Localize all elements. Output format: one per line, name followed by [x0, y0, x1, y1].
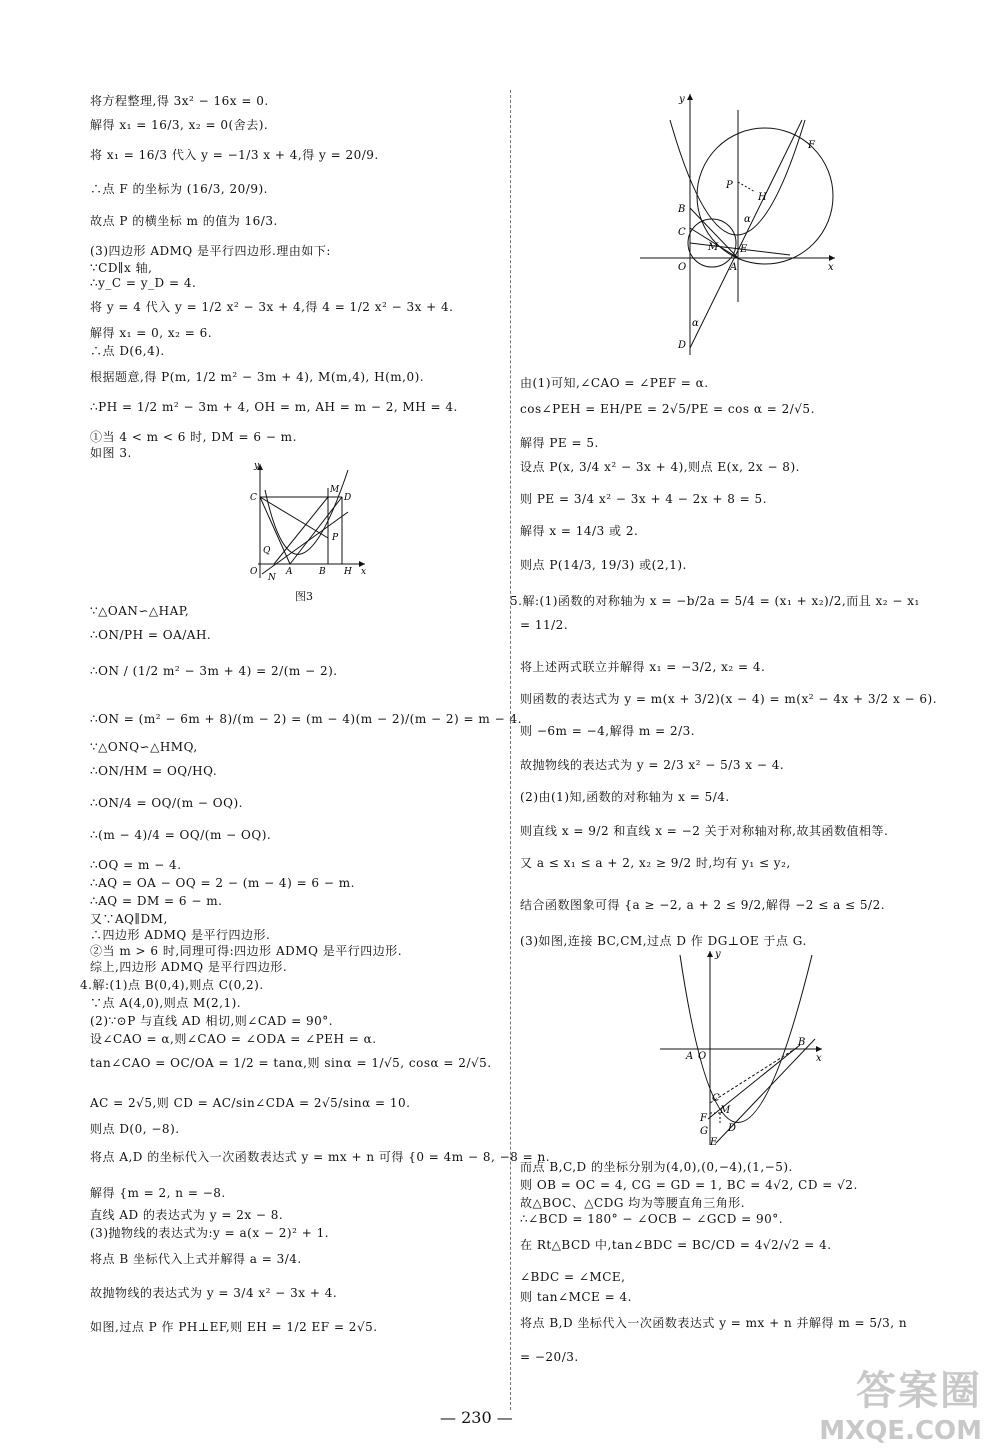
- text-line: 则点 D(0, −8).: [90, 1122, 180, 1136]
- figure-3: [240, 460, 370, 582]
- label-E: E: [710, 1137, 718, 1148]
- text-line: ∴ON / (1/2 m² − 3m + 4) = 2/(m − 2).: [90, 664, 338, 678]
- text-line: (3)如图,连接 BC,CM,过点 D 作 DG⊥OE 于点 G.: [520, 934, 807, 948]
- text-line: 故抛物线的表达式为 y = 2/3 x² − 5/3 x − 4.: [520, 758, 785, 772]
- text-line: ①当 4 < m < 6 时, DM = 6 − m.: [90, 430, 297, 444]
- text-line: 又∵AQ∥DM,: [90, 912, 168, 926]
- text-line: ∵CD∥x 轴,: [90, 261, 153, 275]
- text-line: 则函数的表达式为 y = m(x + 3/2)(x − 4) = m(x² − 4x + 3/2 x − 6).: [520, 692, 938, 706]
- text-line: 故点 P 的横坐标 m 的值为 16/3.: [90, 214, 278, 228]
- text-line: ∴AQ = DM = 6 − m.: [90, 894, 223, 908]
- text-line: ∴ON/HM = OQ/HQ.: [90, 764, 218, 778]
- text-line: 则直线 x = 9/2 和直线 x = −2 关于对称轴对称,故其函数值相等.: [520, 824, 889, 838]
- text-line: ∴PH = 1/2 m² − 3m + 4, OH = m, AH = m − 2, MH = 4.: [90, 400, 458, 414]
- text-line: ∴OQ = m − 4.: [90, 858, 182, 872]
- text-line: 将点 B,D 坐标代入一次函数表达式 y = mx + n 并解得 m = 5/3, n: [520, 1316, 908, 1330]
- text-line: 将点 A,D 的坐标代入一次函数表达式 y = mx + n 可得 {0 = 4m − 8, −8 = n.: [90, 1150, 551, 1164]
- figure-3-caption: 图3: [295, 590, 313, 603]
- label-C: C: [678, 227, 686, 238]
- text-line: 则 PE = 3/4 x² − 3x + 4 − 2x + 8 = 5.: [520, 492, 767, 506]
- label-x: x: [361, 567, 367, 577]
- text-line: ∴∠BCD = 180° − ∠OCB − ∠GCD = 90°.: [520, 1212, 784, 1226]
- page-number: — 230 —: [440, 1408, 513, 1427]
- text-line: ∵△OAN∽△HAP,: [90, 604, 190, 618]
- label-D: D: [344, 493, 352, 503]
- label-A: A: [730, 262, 738, 273]
- label-y: y: [254, 461, 260, 471]
- text-line: 如图 3.: [90, 446, 132, 460]
- text-line: (2)∵⊙P 与直线 AD 相切,则∠CAD = 90°.: [90, 1014, 334, 1028]
- label-B: B: [678, 204, 686, 215]
- label-P: P: [332, 533, 339, 543]
- label-x: x: [828, 262, 834, 273]
- label-alpha: α: [692, 318, 699, 329]
- text-line: 5.解:(1)函数的对称轴为 x = −b/2a = 5/4 = (x₁ + x₂)/2,而且 x₂ − x₁: [510, 594, 920, 608]
- label-B: B: [319, 567, 326, 577]
- text-line: 解得 {m = 2, n = −8.: [90, 1186, 226, 1200]
- label-O: O: [250, 567, 258, 577]
- label-A: A: [286, 567, 293, 577]
- watermark: [819, 1359, 982, 1446]
- text-line: (2)由(1)知,函数的对称轴为 x = 5/4.: [520, 790, 730, 804]
- label-E: E: [740, 244, 748, 255]
- label-F: F: [808, 140, 815, 151]
- text-line: ∴ON = (m² − 6m + 8)/(m − 2) = (m − 4)(m − 2)/(m − 2) = m − 4.: [90, 712, 522, 726]
- text-line: ∴AQ = OA − OQ = 2 − (m − 4) = 6 − m.: [90, 876, 355, 890]
- column-divider: [510, 90, 511, 1410]
- label-y: y: [679, 94, 685, 105]
- text-line: 将上述两式联立并解得 x₁ = −3/2, x₂ = 4.: [520, 660, 766, 674]
- text-line: 而点 B,C,D 的坐标分别为(4,0),(0,−4),(1,−5).: [520, 1160, 793, 1174]
- text-line: ∠BDC = ∠MCE,: [520, 1270, 626, 1284]
- text-line: = −20/3.: [520, 1350, 579, 1364]
- text-line: (3)四边形 ADMQ 是平行四边形.理由如下:: [90, 244, 331, 258]
- figure-parabola: [660, 945, 830, 1150]
- label-H: H: [344, 567, 352, 577]
- label-alpha: α: [744, 214, 751, 225]
- text-line: 则 OB = OC = 4, CG = GD = 1, BC = 4√2, CD = √2.: [520, 1178, 858, 1192]
- label-A: A: [686, 1051, 694, 1062]
- label-C: C: [250, 493, 257, 503]
- text-line: 解得 PE = 5.: [520, 436, 599, 450]
- label-O: O: [678, 262, 687, 273]
- text-line: 如图,过点 P 作 PH⊥EF,则 EH = 1/2 EF = 2√5.: [90, 1320, 378, 1334]
- text-line: (3)抛物线的表达式为:y = a(x − 2)² + 1.: [90, 1226, 330, 1240]
- text-line: ∴ON/PH = OA/AH.: [90, 628, 212, 642]
- label-M: M: [708, 242, 719, 253]
- text-line: ∵点 A(4,0),则点 M(2,1).: [90, 996, 242, 1010]
- text-line: 解得 x₁ = 0, x₂ = 6.: [90, 326, 213, 340]
- text-line: ∴y_C = y_D = 4.: [90, 276, 197, 290]
- text-line: 设∠CAO = α,则∠CAO = ∠ODA = ∠PEH = α.: [90, 1032, 377, 1046]
- label-O: O: [698, 1051, 707, 1062]
- text-line: ②当 m > 6 时,同理可得:四边形 ADMQ 是平行四边形.: [90, 944, 403, 958]
- watermark-url: MXQE.COM: [819, 1416, 982, 1446]
- text-line: ∴ON/4 = OQ/(m − OQ).: [90, 796, 243, 810]
- text-line: 则 tan∠MCE = 4.: [520, 1290, 632, 1304]
- label-F: F: [700, 1113, 707, 1124]
- label-M: M: [330, 485, 340, 495]
- label-Q: Q: [263, 546, 271, 556]
- label-D: D: [728, 1123, 737, 1134]
- text-line: 将 y = 4 代入 y = 1/2 x² − 3x + 4,得 4 = 1/2 x² − 3x + 4.: [90, 300, 454, 314]
- text-line: 综上,四边形 ADMQ 是平行四边形.: [90, 960, 288, 974]
- text-line: 直线 AD 的表达式为 y = 2x − 8.: [90, 1208, 284, 1222]
- text-line: 设点 P(x, 3/4 x² − 3x + 4),则点 E(x, 2x − 8).: [520, 460, 800, 474]
- text-line: 结合函数图象可得 {a ≥ −2, a + 2 ≤ 9/2,解得 −2 ≤ a ≤ 5/2.: [520, 898, 886, 912]
- text-line: 将 x₁ = 16/3 代入 y = −1/3 x + 4,得 y = 20/9.: [90, 148, 379, 162]
- label-G: G: [700, 1126, 708, 1137]
- text-line: = 11/2.: [520, 618, 569, 632]
- figure-circle-tangent: [640, 90, 840, 360]
- text-line: 故抛物线的表达式为 y = 3/4 x² − 3x + 4.: [90, 1286, 338, 1300]
- text-line: cos∠PEH = EH/PE = 2√5/PE = cos α = 2/√5.: [520, 402, 815, 416]
- text-line: ∴(m − 4)/4 = OQ/(m − OQ).: [90, 828, 272, 842]
- page-number-value: 230: [461, 1408, 492, 1427]
- label-x: x: [816, 1053, 822, 1064]
- label-N: N: [268, 573, 276, 582]
- text-line: ∴点 D(6,4).: [90, 344, 165, 358]
- text-line: 由(1)可知,∠CAO = ∠PEF = α.: [520, 376, 709, 390]
- label-y: y: [715, 949, 721, 960]
- text-line: 又 a ≤ x₁ ≤ a + 2, x₂ ≥ 9/2 时,均有 y₁ ≤ y₂,: [520, 856, 791, 870]
- text-line: ∴点 F 的坐标为 (16/3, 20/9).: [90, 182, 268, 196]
- label-H: H: [758, 192, 767, 203]
- text-line: 将方程整理,得 3x² − 16x = 0.: [90, 94, 269, 108]
- text-line: 4.解:(1)点 B(0,4),则点 C(0,2).: [80, 978, 264, 992]
- watermark-logo-text: 答案圈: [856, 1368, 982, 1414]
- text-line: 在 Rt△BCD 中,tan∠BDC = BC/CD = 4√2/√2 = 4.: [520, 1238, 832, 1252]
- label-B: B: [798, 1037, 806, 1048]
- text-line: 解得 x₁ = 16/3, x₂ = 0(舍去).: [90, 118, 269, 132]
- label-C: C: [712, 1093, 720, 1104]
- text-line: 则 −6m = −4,解得 m = 2/3.: [520, 724, 696, 738]
- label-D: D: [678, 340, 687, 351]
- text-line: ∴四边形 ADMQ 是平行四边形.: [90, 928, 271, 942]
- text-line: 故△BOC、△CDG 均为等腰直角三角形.: [520, 1196, 746, 1210]
- text-line: 解得 x = 14/3 或 2.: [520, 524, 639, 538]
- text-line: 根据题意,得 P(m, 1/2 m² − 3m + 4), M(m,4), H(m,0).: [90, 370, 425, 384]
- text-line: AC = 2√5,则 CD = AC/sin∠CDA = 2√5/sinα = 10.: [90, 1096, 411, 1110]
- text-line: 则点 P(14/3, 19/3) 或(2,1).: [520, 558, 687, 572]
- text-line: tan∠CAO = OC/OA = 1/2 = tanα,则 sinα = 1/√5, cosα = 2/√5.: [90, 1056, 492, 1070]
- text-line: ∵△ONQ∽△HMQ,: [90, 740, 198, 754]
- label-P: P: [726, 180, 733, 191]
- label-M: M: [720, 1105, 731, 1116]
- text-line: 将点 B 坐标代入上式并解得 a = 3/4.: [90, 1252, 302, 1266]
